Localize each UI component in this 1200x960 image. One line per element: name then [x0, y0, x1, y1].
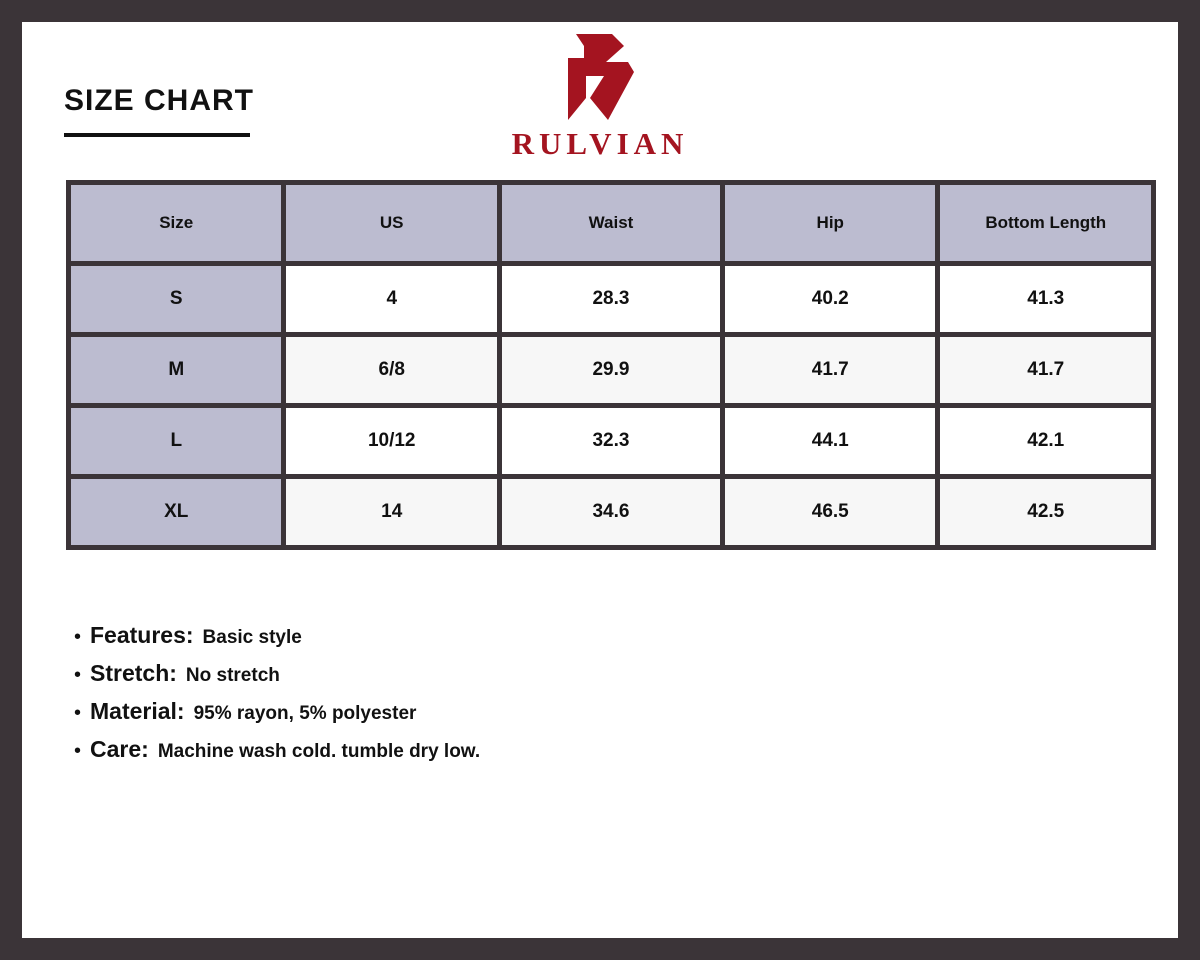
table-row — [71, 479, 1151, 545]
note-item-care — [74, 736, 1074, 763]
column-header-waist: Waist — [502, 185, 720, 261]
note-item-stretch — [74, 660, 1074, 687]
note-label: Care: — [90, 736, 149, 762]
note-item-features — [74, 622, 1074, 649]
table-row — [71, 266, 1151, 332]
column-header-us: US — [286, 185, 496, 261]
bullet-icon: • — [74, 664, 82, 686]
row-header-size: L — [71, 408, 281, 474]
note-value: Basic style — [202, 627, 302, 648]
cell-us: 14 — [286, 479, 496, 545]
note-value: No stretch — [185, 665, 280, 686]
cell-bottom-length: 42.5 — [940, 479, 1151, 545]
cell-bottom-length: 41.3 — [940, 266, 1151, 332]
row-header-size: M — [71, 337, 281, 403]
cell-hip: 41.7 — [725, 337, 935, 403]
row-header-size: XL — [71, 479, 281, 545]
cell-hip: 44.1 — [725, 408, 935, 474]
cell-bottom-length: 41.7 — [940, 337, 1151, 403]
note-label: Material: — [90, 698, 185, 724]
bullet-icon: • — [74, 626, 82, 648]
table-header-row — [71, 185, 1151, 261]
size-table — [66, 180, 1156, 550]
cell-us: 10/12 — [286, 408, 496, 474]
bullet-icon: • — [74, 702, 82, 724]
column-header-bottom-length: Bottom Length — [940, 185, 1151, 261]
row-header-size: S — [71, 266, 281, 332]
brand-name: RULVIAN — [511, 126, 689, 161]
cell-waist: 34.6 — [502, 479, 720, 545]
cell-hip: 46.5 — [725, 479, 935, 545]
cell-waist: 28.3 — [502, 266, 720, 332]
cell-waist: 32.3 — [502, 408, 720, 474]
rulvian-r-monogram-icon — [546, 32, 654, 122]
bullet-icon: • — [74, 740, 82, 762]
cell-waist: 29.9 — [502, 337, 720, 403]
brand-block — [22, 32, 1178, 162]
cell-us: 6/8 — [286, 337, 496, 403]
size-table-wrapper — [66, 180, 1156, 550]
note-label: Stretch: — [90, 660, 177, 686]
note-value: 95% rayon, 5% polyester — [193, 703, 417, 724]
column-header-size: Size — [71, 185, 281, 261]
note-label: Features: — [90, 622, 194, 648]
page-title: SIZE CHART — [64, 84, 254, 117]
cell-hip: 40.2 — [725, 266, 935, 332]
table-row — [71, 337, 1151, 403]
note-value: Machine wash cold. tumble dry low. — [157, 741, 481, 762]
header — [22, 22, 1178, 162]
page-inner — [22, 22, 1178, 938]
cell-bottom-length: 42.1 — [940, 408, 1151, 474]
column-header-hip: Hip — [725, 185, 935, 261]
table-row — [71, 408, 1151, 474]
note-item-material — [74, 698, 1074, 725]
notes-list — [74, 622, 1074, 774]
cell-us: 4 — [286, 266, 496, 332]
